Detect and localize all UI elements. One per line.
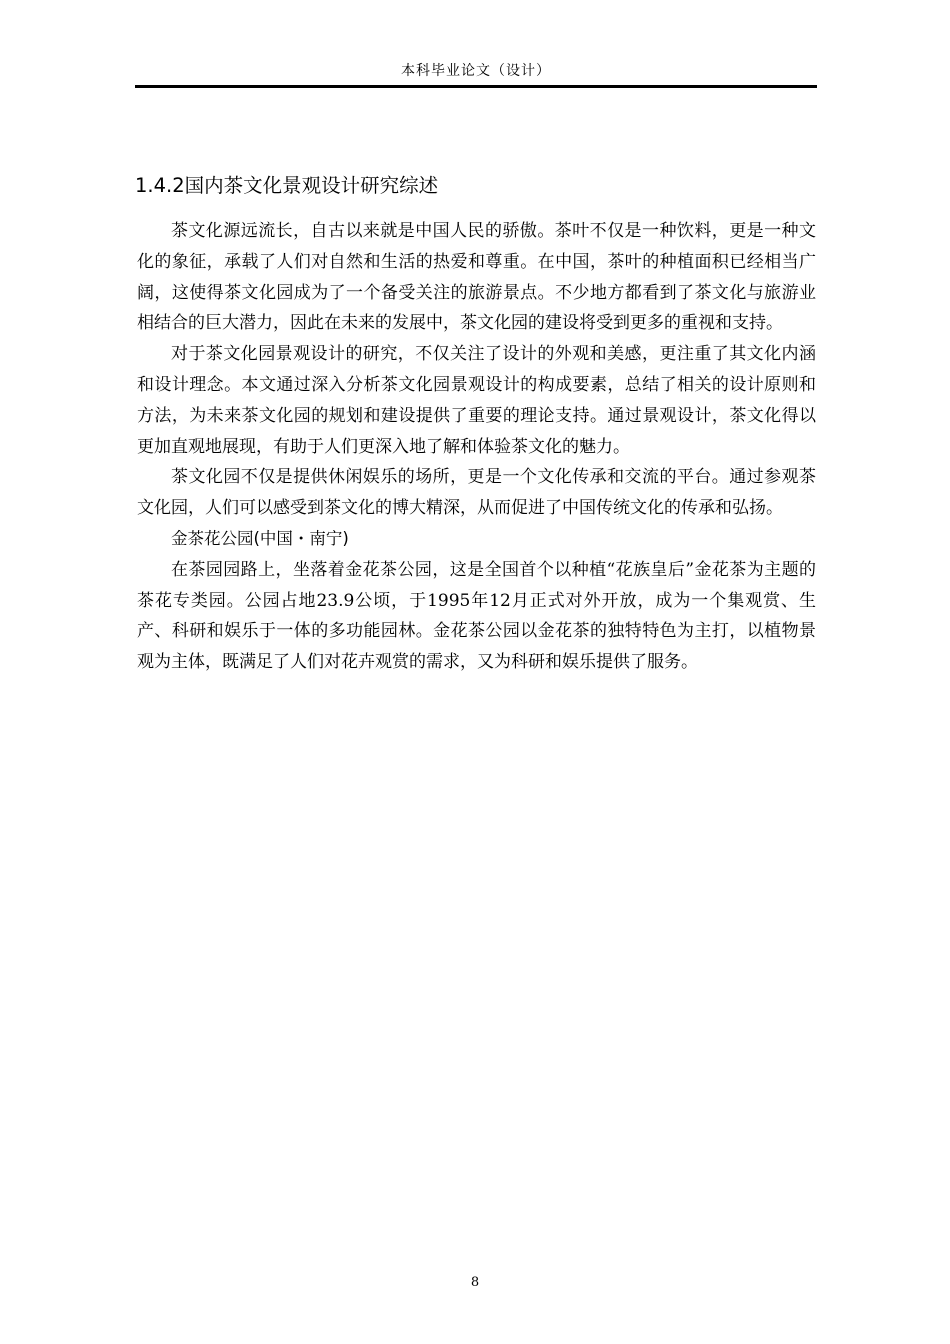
running-header: 本科毕业论文（设计） [401,63,551,79]
section-heading: 1.4.2国内茶文化景观设计研究综述 [135,174,439,197]
header-rule [135,85,817,88]
case-study-paragraph: 在茶园园路上，坐落着金花茶公园，这是全国首个以种植“花族皇后”金花茶为主题的茶花专类园。公园占地23.9公顷，于1995年12月正式对外开放，成为一个集观赏、生产、科研和娱乐于一体的多功能园林。金花茶公园以金花茶的独特特色为主打，以植物景观为主体，既满足了人们对花卉观赏的需求，又为科研和娱乐提供了服务。 [137,559,816,673]
body-text [137,216,816,678]
page-number: 8 [470,1275,480,1290]
case-study-heading: 金茶花公园(中国・南宁) [170,528,349,548]
paragraph-1: 茶文化源远流长，自古以来就是中国人民的骄傲。茶叶不仅是一种饮料，更是一种文化的象征，承载了人们对自然和生活的热爱和尊重。在中国，茶叶的种植面积已经相当广阔，这使得茶文化园成为了一个备受关注的旅游景点。不少地方都看到了茶文化与旅游业相结合的巨大潜力，因此在未来的发展中，茶文化园的建设将受到更多的重视和支持。 [137,221,816,334]
paragraph-2: 对于茶文化园景观设计的研究，不仅关注了设计的外观和美感，更注重了其文化内涵和设计理念。本文通过深入分析茶文化园景观设计的构成要素，总结了相关的设计原则和方法，为未来茶文化园的规划和建设提供了重要的理论支持。通过景观设计，茶文化得以更加直观地展现，有助于人们更深入地了解和体验茶文化的魅力。 [137,344,816,457]
paragraph-3: 茶文化园不仅是提供休闲娱乐的场所，更是一个文化传承和交流的平台。通过参观茶文化园，人们可以感受到茶文化的博大精深，从而促进了中国传统文化的传承和弘扬。 [137,467,816,519]
